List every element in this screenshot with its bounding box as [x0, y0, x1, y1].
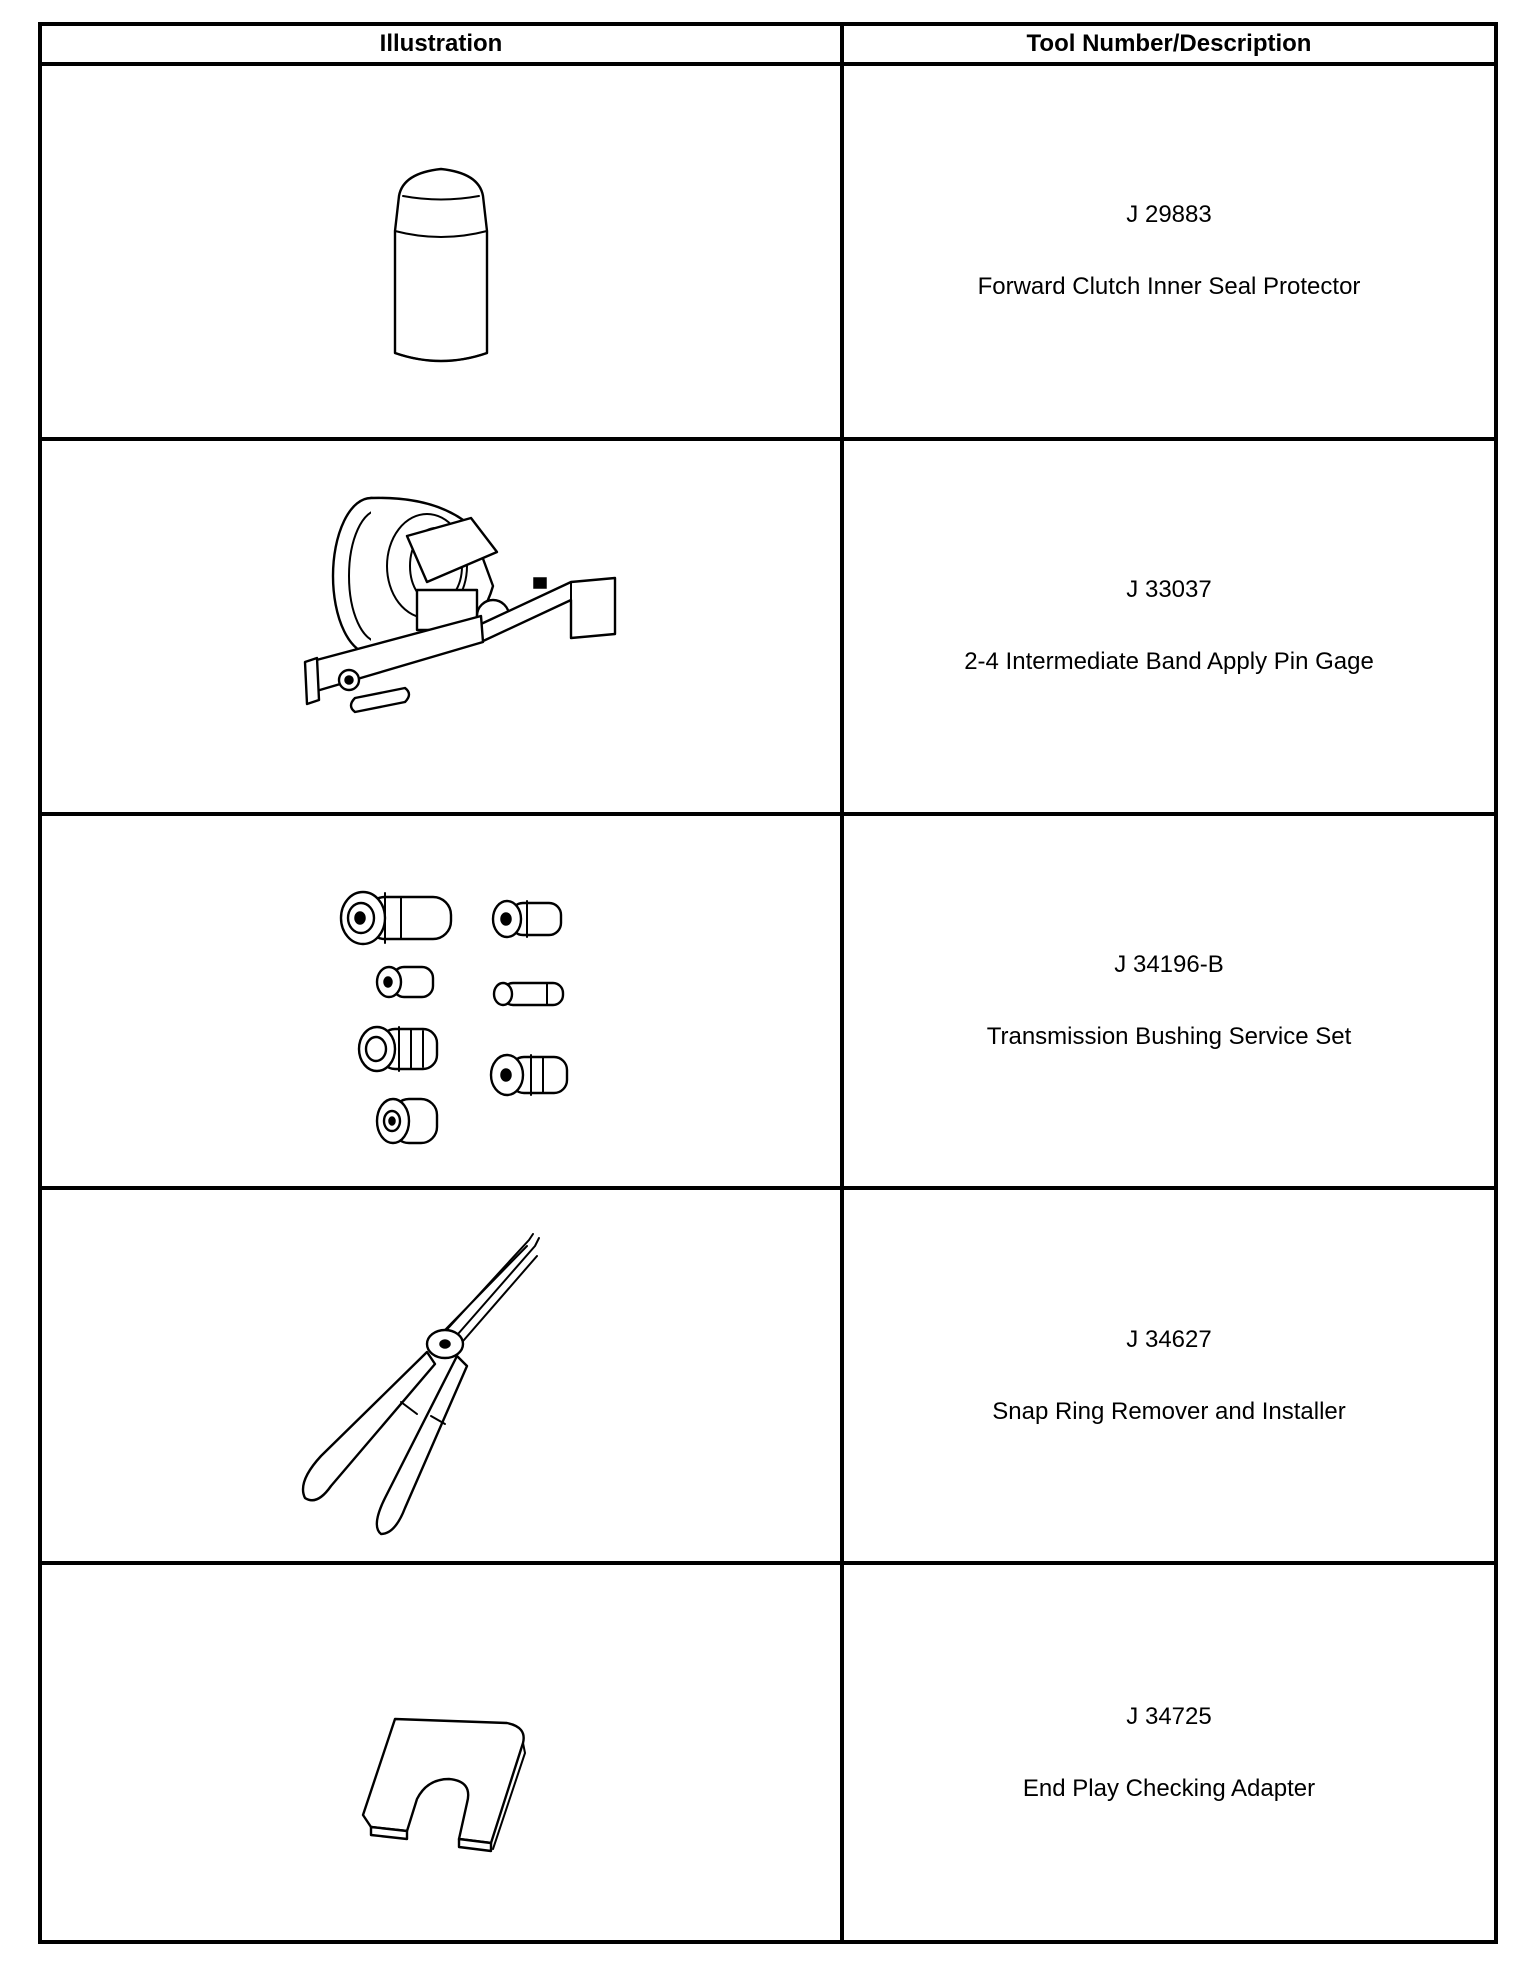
pin-gage-icon	[231, 466, 651, 786]
snap-ring-pliers-icon	[231, 1216, 651, 1536]
tool-description: Forward Clutch Inner Seal Protector	[977, 273, 1361, 301]
header-illustration-label: Illustration	[379, 30, 503, 57]
tool-number: J 34196-B	[1114, 950, 1224, 978]
header-illustration	[42, 26, 844, 66]
tool-description: Snap Ring Remover and Installer	[992, 1397, 1346, 1425]
tool-description: 2-4 Intermediate Band Apply Pin Gage	[964, 648, 1374, 676]
tool-number: J 29883	[1126, 201, 1212, 229]
description-cell	[844, 66, 1494, 441]
illustration-cell	[42, 1565, 844, 1940]
header-description	[844, 26, 1494, 66]
illustration-cell	[42, 1190, 844, 1565]
description-cell	[844, 1565, 1494, 1940]
description-cell	[844, 1190, 1494, 1565]
tool-number: J 34725	[1126, 1702, 1212, 1730]
tool-number: J 34627	[1126, 1325, 1212, 1353]
bushing-set-icon	[231, 841, 651, 1161]
description-cell	[844, 441, 1494, 816]
tool-description: End Play Checking Adapter	[1022, 1774, 1316, 1802]
header-description-label: Tool Number/Description	[1026, 30, 1312, 57]
seal-protector-icon	[231, 91, 651, 411]
end-play-adapter-icon	[231, 1593, 651, 1913]
illustration-cell	[42, 816, 844, 1191]
tool-number: J 33037	[1126, 576, 1212, 604]
description-cell	[844, 816, 1494, 1191]
tool-description: Transmission Bushing Service Set	[986, 1022, 1352, 1050]
tool-table	[38, 22, 1498, 1944]
illustration-cell	[42, 441, 844, 816]
illustration-cell	[42, 66, 844, 441]
